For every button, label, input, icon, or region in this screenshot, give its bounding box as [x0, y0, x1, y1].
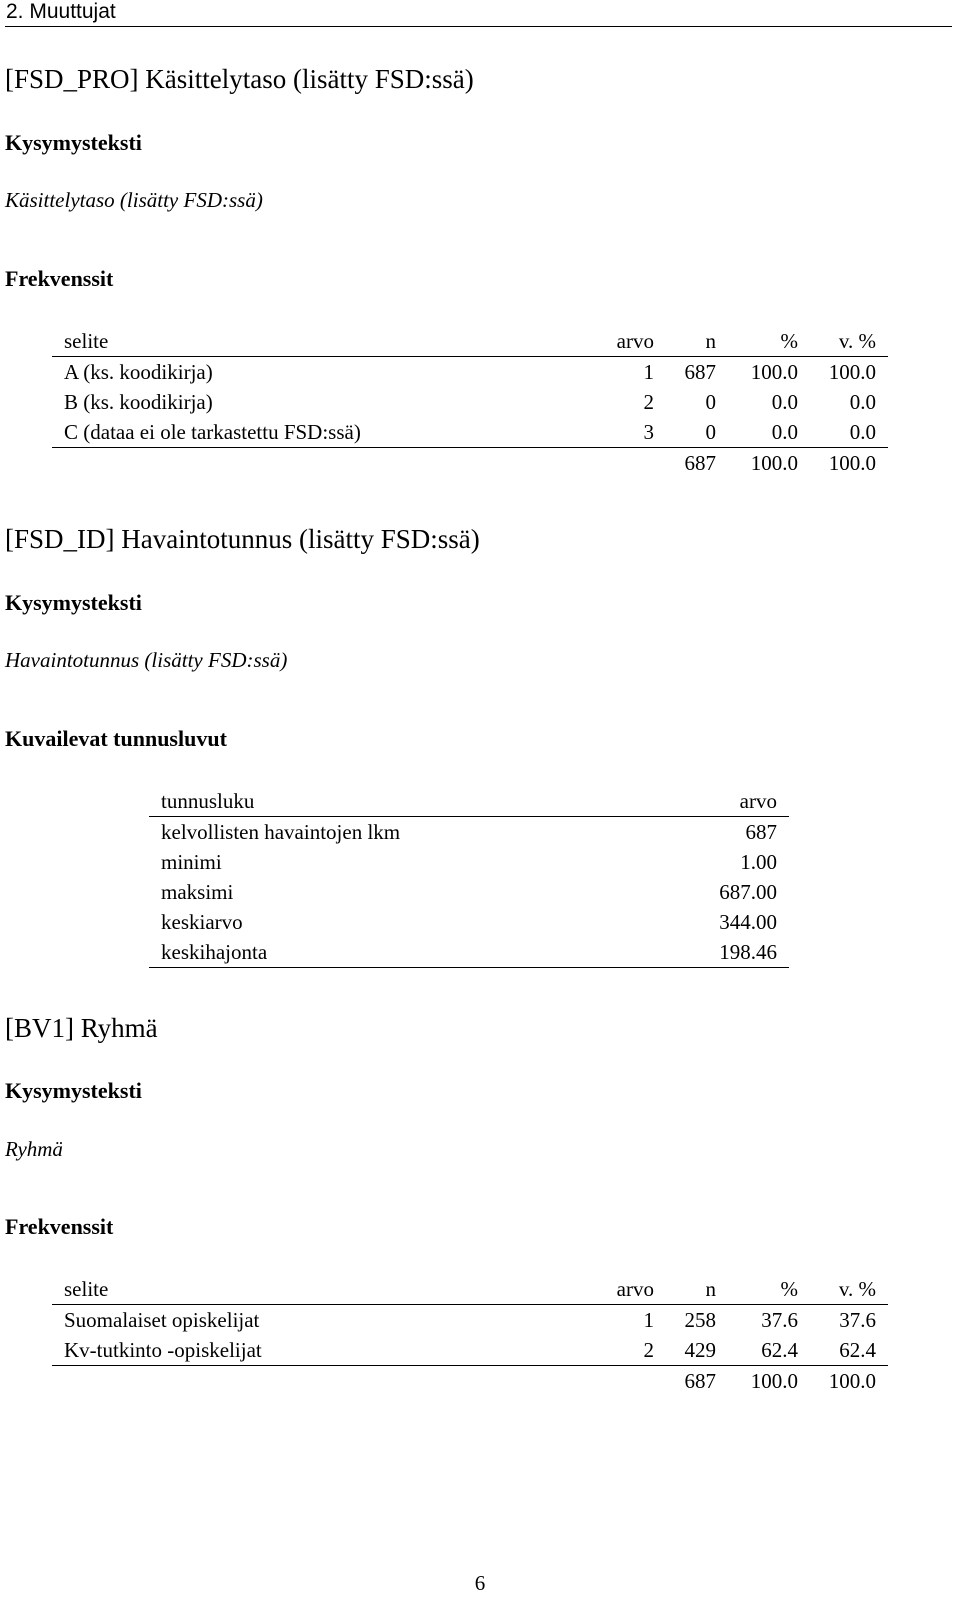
frequencies-label: Frekvenssit — [5, 1214, 114, 1239]
variable-title-bv1: [BV1] Ryhmä — [5, 1013, 158, 1043]
cell: 687 — [684, 360, 716, 384]
cell: 100.0 — [828, 360, 876, 384]
cell: 62.4 — [798, 1335, 888, 1366]
total-cell: 687 — [684, 1369, 716, 1393]
header-rule — [5, 26, 952, 27]
column-header: v. % — [798, 326, 888, 357]
table-row — [52, 417, 888, 448]
table-row — [149, 817, 789, 848]
cell: minimi — [161, 850, 222, 874]
column-header: selite — [52, 1274, 562, 1305]
cell: Suomalaiset opiskelijat — [64, 1308, 260, 1332]
cell: 62.4 — [716, 1335, 798, 1366]
column-header: arvo — [589, 786, 789, 817]
page-number: 6 — [474, 1571, 486, 1595]
table-header-row — [52, 326, 888, 357]
table-header-row — [52, 1274, 888, 1305]
column-header: n — [654, 1274, 716, 1305]
variable-title-fsd-pro: [FSD_PRO] Käsittelytaso (lisätty FSD:ssä) — [5, 64, 474, 94]
cell: 0 — [705, 390, 716, 414]
table-row — [149, 847, 789, 877]
column-header: arvo — [562, 326, 654, 357]
cell: keskihajonta — [149, 937, 589, 968]
cell: 1 — [643, 360, 654, 384]
total-cell: 100.0 — [750, 1369, 798, 1393]
column-header: selite — [52, 326, 562, 357]
table-row — [52, 387, 888, 417]
column-header: arvo — [562, 1274, 654, 1305]
cell: 3 — [562, 417, 654, 448]
chapter-heading: 2. Muuttujat — [6, 0, 116, 23]
cell: A (ks. koodikirja) — [64, 360, 213, 384]
table-row — [52, 1335, 888, 1366]
cell: 198.46 — [589, 937, 789, 968]
cell: 0.0 — [849, 390, 876, 414]
cell: keskiarvo — [161, 910, 243, 934]
cell: 2 — [643, 390, 654, 414]
cell: 0.0 — [798, 417, 888, 448]
table-row — [52, 357, 888, 388]
cell: C (dataa ei ole tarkastettu FSD:ssä) — [52, 417, 562, 448]
table-row — [149, 937, 789, 968]
column-header: v. % — [798, 1274, 888, 1305]
question-text: Käsittelytaso (lisätty FSD:ssä) — [5, 188, 263, 212]
cell: 1 — [643, 1308, 654, 1332]
total-cell: 100.0 — [828, 451, 876, 475]
frequency-table-bv1 — [52, 1274, 888, 1396]
cell: 0.0 — [771, 390, 798, 414]
total-cell: 687 — [684, 451, 716, 475]
cell: 1.00 — [740, 850, 777, 874]
cell: 2 — [562, 1335, 654, 1366]
table-header-row — [149, 786, 789, 817]
cell: 100.0 — [750, 360, 798, 384]
variable-title-fsd-id: [FSD_ID] Havaintotunnus (lisätty FSD:ssä) — [5, 524, 480, 554]
question-text: Ryhmä — [5, 1137, 63, 1161]
table-total-row — [52, 1366, 888, 1397]
cell: Kv-tutkinto -opiskelijat — [52, 1335, 562, 1366]
cell: 0 — [654, 417, 716, 448]
question-label: Kysymysteksti — [5, 130, 142, 155]
total-cell: 100.0 — [828, 1369, 876, 1393]
column-header: % — [716, 1274, 798, 1305]
frequencies-label: Frekvenssit — [5, 266, 114, 291]
column-header: n — [654, 326, 716, 357]
cell: B (ks. koodikirja) — [64, 390, 213, 414]
table-total-row — [52, 448, 888, 479]
table-row — [52, 1305, 888, 1336]
cell: kelvollisten havaintojen lkm — [161, 820, 401, 844]
cell: maksimi — [161, 880, 234, 904]
frequency-table-fsd-pro — [52, 326, 888, 478]
cell: 258 — [684, 1308, 716, 1332]
cell: 687 — [745, 820, 777, 844]
cell: 429 — [654, 1335, 716, 1366]
cell: 687.00 — [719, 880, 777, 904]
total-cell: 100.0 — [750, 451, 798, 475]
cell: 344.00 — [719, 910, 777, 934]
question-text: Havaintotunnus (lisätty FSD:ssä) — [5, 648, 288, 672]
question-label: Kysymysteksti — [5, 1078, 142, 1103]
cell: 0.0 — [716, 417, 798, 448]
descriptives-table — [149, 786, 789, 968]
cell: 37.6 — [761, 1308, 798, 1332]
table-row — [149, 907, 789, 937]
column-header: % — [716, 326, 798, 357]
question-label: Kysymysteksti — [5, 590, 142, 615]
descriptives-label: Kuvailevat tunnusluvut — [5, 726, 227, 751]
table-row — [149, 877, 789, 907]
cell: 37.6 — [839, 1308, 876, 1332]
column-header: tunnusluku — [149, 786, 589, 817]
